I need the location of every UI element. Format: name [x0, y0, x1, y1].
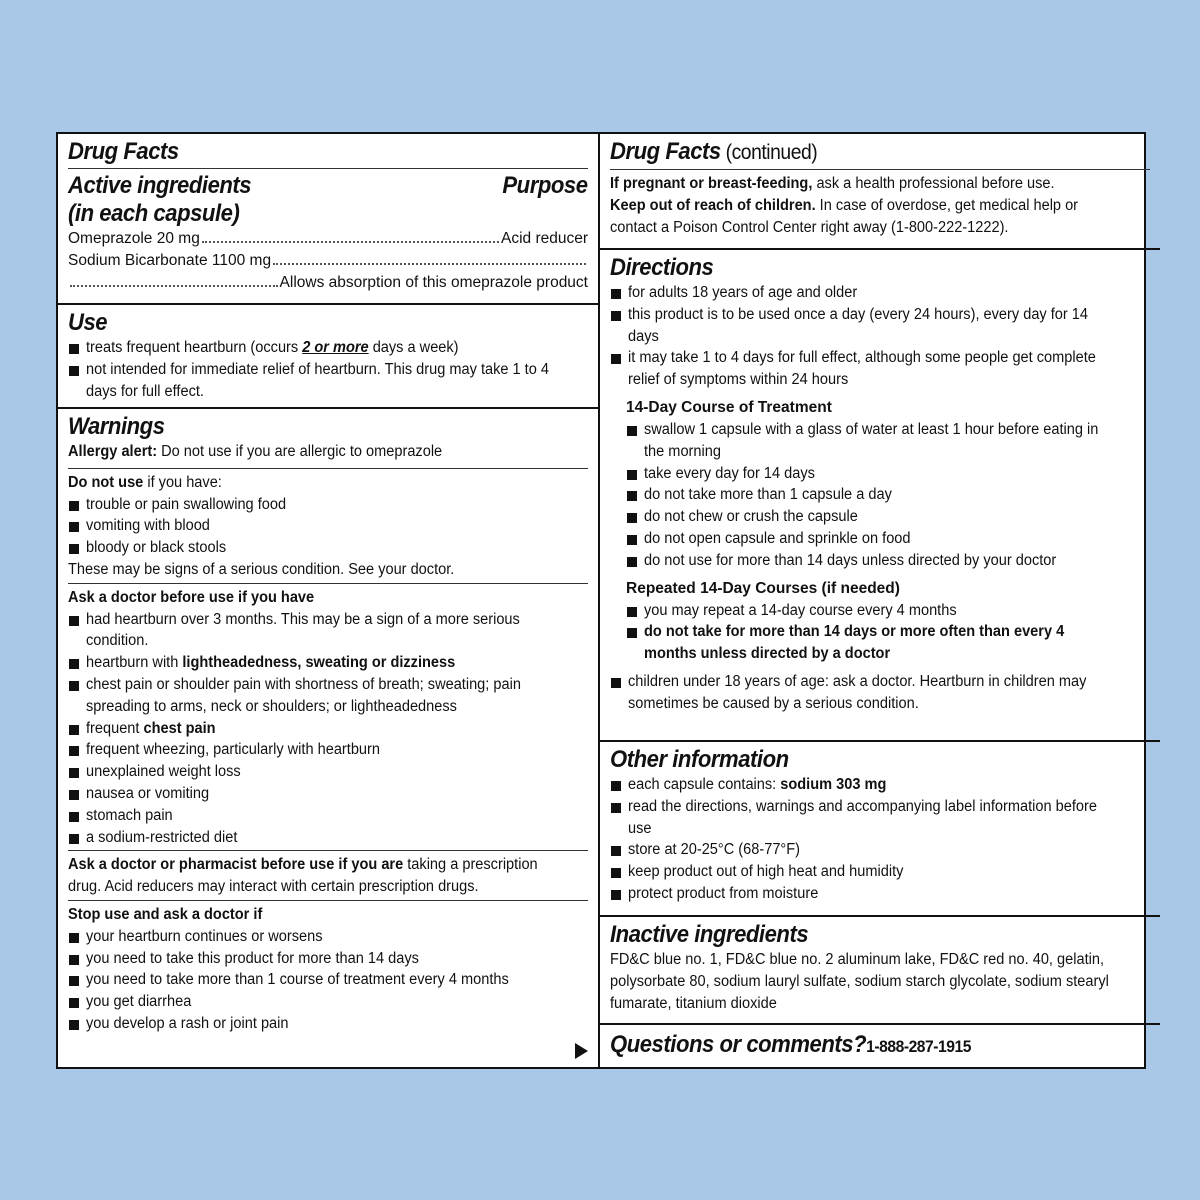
- text: children under 18 years of age: ask a doctor. Heartburn in children may sometimes be caused by a serious condition.: [628, 672, 1087, 712]
- list-item: [610, 282, 1150, 304]
- text: not intended for immediate relief of heartburn. This drug may take 1 to 4 days for full effect.: [86, 360, 549, 400]
- active-ingredients-subheading: (in each capsule): [68, 200, 240, 227]
- bold-text: sodium 303 mg: [780, 776, 887, 793]
- text: trouble or pain swallowing food: [86, 495, 287, 513]
- list-item: [68, 359, 588, 403]
- text: days a week): [368, 339, 459, 356]
- list-item: [68, 926, 588, 948]
- list-item: [68, 537, 588, 559]
- text: read the directions, warnings and accompanying label information before use: [628, 797, 1097, 837]
- ingredient-purpose: Allows absorption of this omeprazole product: [279, 273, 588, 291]
- text: if you have:: [143, 473, 222, 491]
- course-block: [610, 397, 1150, 665]
- text: ask a health professional before use.: [812, 175, 1055, 192]
- other-information-title: Other information: [610, 746, 789, 773]
- purpose-heading: Purpose: [502, 172, 588, 199]
- list-item: [626, 463, 1150, 485]
- stop-use-heading: Stop use and ask a doctor if: [68, 905, 263, 923]
- inactive-ingredients-section: [600, 917, 1160, 1025]
- questions-title: Questions or comments?: [610, 1031, 867, 1058]
- ingredient-name: Sodium Bicarbonate 1100 mg: [68, 251, 272, 269]
- list-item: [68, 969, 588, 991]
- repeat-heading: Repeated 14-Day Courses (if needed): [626, 579, 900, 597]
- continued-section: [600, 134, 1160, 250]
- list-item: [68, 761, 588, 783]
- other-information-section: [600, 742, 1160, 917]
- list-item: [626, 419, 1150, 463]
- list-item: [610, 861, 1150, 883]
- list-item: [68, 515, 588, 537]
- allergy-alert: [68, 441, 557, 463]
- list-item: [610, 304, 1150, 348]
- ingredient-row: [68, 228, 588, 250]
- text: you get diarrhea: [86, 993, 192, 1011]
- warnings-section: [58, 409, 598, 1067]
- title: Drug Facts: [610, 138, 721, 165]
- leader-dots: [273, 263, 586, 265]
- list-item: [626, 550, 1150, 572]
- active-ingredients-section: [58, 134, 598, 305]
- drug-facts-panel: [56, 132, 1146, 1069]
- arrow-right-icon: [575, 1043, 588, 1059]
- text: vomiting with blood: [86, 517, 210, 535]
- questions-row: [610, 1031, 971, 1061]
- divider: [68, 583, 588, 584]
- list-item: [68, 991, 588, 1013]
- text: do not use for more than 14 days unless directed by your doctor: [644, 551, 1057, 569]
- text: you may repeat a 14-day course every 4 months: [644, 601, 957, 619]
- divider: [68, 850, 588, 851]
- text: frequent: [86, 719, 144, 737]
- keep-out-warning: [610, 195, 1118, 239]
- text: it may take 1 to 4 days for full effect, although some people get complete relief of symptoms within 24 hours: [628, 349, 1096, 389]
- ingredient-purpose-row: [68, 272, 588, 294]
- divider: [610, 169, 1150, 170]
- text: a sodium-restricted diet: [86, 828, 238, 846]
- ask-doctor-heading: Ask a doctor before use if you have: [68, 588, 315, 606]
- inactive-ingredients-text: FD&C blue no. 1, FD&C blue no. 2 aluminum lake, FD&C red no. 40, gelatin, polysorbate 80, sodium lauryl sulfate, sodium starch glycolate, sodium stearyl fumarate, titanium dioxide: [610, 951, 1109, 1012]
- do-not-use-note: These may be signs of a serious condition. See your doctor.: [68, 560, 455, 578]
- active-heading-row: [68, 172, 588, 200]
- text: heartburn with: [86, 654, 183, 672]
- bold-text: lightheadedness, sweating or dizziness: [182, 654, 456, 672]
- ingredient-purpose: Acid reducer: [500, 230, 588, 247]
- text: take every day for 14 days: [644, 464, 815, 482]
- warnings-title: Warnings: [68, 413, 165, 440]
- list-item: [68, 337, 588, 359]
- text: taking a prescription drug. Acid reducers may interact with certain prescription drugs.: [68, 856, 538, 896]
- list-item: [68, 1013, 588, 1035]
- right-column: [600, 134, 1160, 1067]
- label: Ask a doctor or pharmacist before use if you are: [68, 856, 404, 874]
- drug-facts-continued-title: [610, 138, 1107, 167]
- pregnant-warning: [610, 173, 1118, 195]
- label: If pregnant or breast-feeding,: [610, 175, 813, 192]
- text: you need to take more than 1 course of treatment every 4 months: [86, 971, 509, 989]
- text: do not chew or crush the capsule: [644, 508, 858, 526]
- text: swallow 1 capsule with a glass of water at least 1 hour before eating in the morning: [644, 420, 1099, 460]
- list-item: [626, 528, 1150, 550]
- list-item: [68, 652, 588, 674]
- list-item: [610, 883, 1150, 905]
- label: Keep out of reach of children.: [610, 196, 816, 214]
- list-item: [610, 347, 1150, 391]
- text: protect product from moisture: [628, 884, 819, 902]
- title-suffix: (continued): [720, 141, 818, 164]
- list-item: [68, 948, 588, 970]
- list-item: [626, 600, 1150, 622]
- list-item: [626, 506, 1150, 528]
- text: stomach pain: [86, 806, 173, 824]
- text: each capsule contains:: [628, 776, 781, 793]
- list-item: [610, 839, 1150, 861]
- text: do not open capsule and sprinkle on food: [644, 529, 911, 547]
- active-ingredients-heading: Active ingredients: [68, 172, 252, 199]
- text: your heartburn continues or worsens: [86, 927, 323, 945]
- list-item: [610, 796, 1150, 840]
- list-item: [68, 609, 588, 653]
- text: frequent wheezing, particularly with heartburn: [86, 741, 380, 759]
- list-item: [68, 827, 588, 849]
- leader-dots: [202, 241, 499, 243]
- divider: [68, 168, 588, 169]
- phone-number: 1-888-287-1915: [866, 1037, 971, 1056]
- text: store at 20-25°C (68-77°F): [628, 841, 801, 859]
- emphasis-text: 2 or more: [302, 339, 369, 356]
- bold-text: chest pain: [143, 719, 216, 737]
- left-column: [58, 134, 600, 1067]
- label: Do not use: [68, 473, 144, 491]
- text: for adults 18 years of age and older: [628, 284, 858, 301]
- divider: [68, 900, 588, 901]
- text: treats frequent heartburn (occurs: [86, 339, 303, 356]
- text: nausea or vomiting: [86, 784, 210, 802]
- list-item: [626, 484, 1150, 506]
- text: do not take for more than 14 days or more often than every 4 months unless directed by a doctor: [644, 623, 1065, 663]
- label: Allergy alert:: [68, 443, 158, 460]
- use-title: Use: [68, 309, 108, 336]
- do-not-use-heading: [68, 472, 557, 494]
- text: unexplained weight loss: [86, 763, 241, 781]
- use-section: [58, 305, 598, 409]
- text: chest pain or shoulder pain with shortness of breath; sweating; pain spreading to arms, neck or shoulders; or lightheadedness: [86, 675, 521, 715]
- directions-title: Directions: [610, 254, 714, 281]
- text: bloody or black stools: [86, 539, 227, 557]
- list-item: [626, 621, 1150, 665]
- text: had heartburn over 3 months. This may be a sign of a more serious condition.: [86, 610, 520, 650]
- list-item: [68, 805, 588, 827]
- list-item: [68, 739, 588, 761]
- divider: [68, 468, 588, 469]
- list-item: [68, 494, 588, 516]
- questions-section: [600, 1025, 1160, 1067]
- text: Do not use if you are allergic to omeprazole: [157, 443, 443, 460]
- leader-dots: [70, 285, 278, 287]
- text: you need to take this product for more than 14 days: [86, 949, 419, 967]
- text: you develop a rash or joint pain: [86, 1014, 289, 1032]
- inactive-ingredients-title: Inactive ingredients: [610, 921, 809, 948]
- drug-facts-title: Drug Facts: [68, 138, 179, 165]
- text: keep product out of high heat and humidity: [628, 863, 904, 881]
- text: In case of overdose, get medical help or contact a Poison Control Center right away (1-800-222-1222).: [610, 196, 1079, 236]
- list-item: [68, 718, 588, 740]
- text: this product is to be used once a day (every 24 hours), every day for 14 days: [628, 305, 1089, 345]
- list-item: [610, 671, 1150, 715]
- ingredient-row: [68, 250, 588, 272]
- directions-section: [600, 250, 1160, 742]
- list-item: [68, 674, 588, 718]
- course-heading: 14-Day Course of Treatment: [626, 398, 832, 416]
- list-item: [68, 783, 588, 805]
- list-item: [610, 774, 1150, 796]
- ingredient-name: Omeprazole 20 mg: [68, 230, 200, 247]
- text: do not take more than 1 capsule a day: [644, 486, 892, 504]
- pharmacist-warning: [68, 854, 557, 898]
